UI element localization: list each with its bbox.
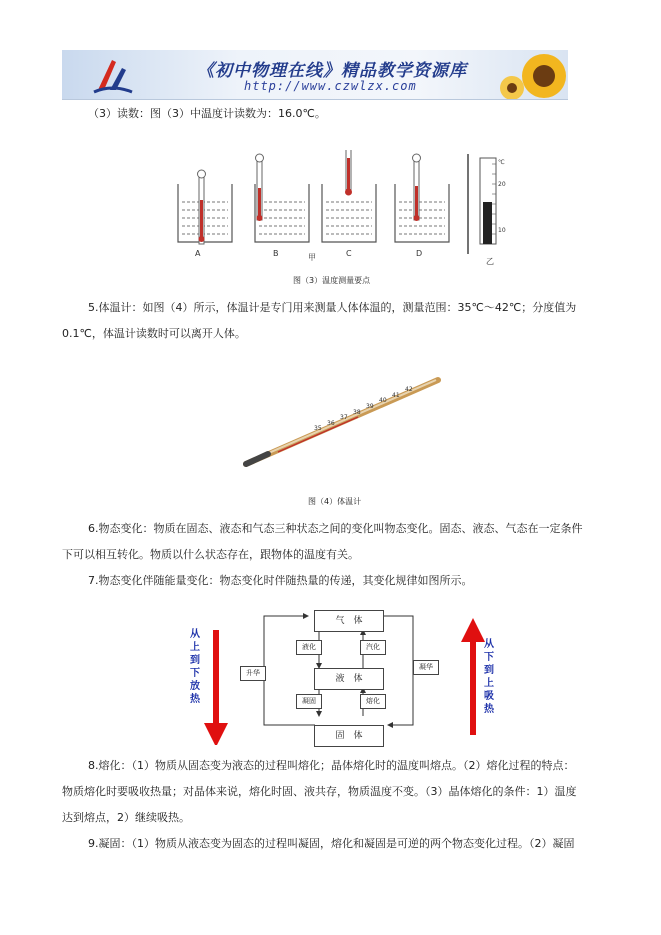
figure-3-caption: 图（3）温度测量要点 [293,276,371,285]
banner-title: 《初中物理在线》精品教学资源库 [197,61,467,81]
release-heat-label: 从 上 到 下 放 热 [190,629,200,705]
paragraph-solidifying-1: 9.凝固：（1）物质从液态变为固态的过程叫凝固，熔化和凝固是可逆的两个物态变化过程。（2）凝固 [88,837,575,850]
absorb-heat-label: 从 下 到 上 吸 热 [484,639,494,715]
paragraph-clinical-thermometer-2: 0.1℃，体温计读数时可以离开人体。 [62,327,246,340]
figure-4-clinical-thermometer [238,372,448,472]
figure-3-beakers [170,150,510,270]
site-logo [90,54,136,96]
solid-box: 固 体 [314,725,384,747]
beaker-label-d: D [416,249,423,258]
deposit-label: 凝华 [413,660,439,675]
solidify-label: 凝固 [296,694,322,709]
paragraph-state-change-1: 6.物态变化：物质在固态、液态和气态三种状态之间的变化叫物态变化。固态、液态、气态在一定条件 [88,522,583,535]
paragraph-melting-2: 物质熔化时要吸收热量；对晶体来说，熔化时固、液共存，物质温度不变。（3）晶体熔化的条件：1）温度 [62,785,577,798]
beaker-label-c: C [346,249,352,258]
group-label-jia: 甲 [308,253,316,262]
paragraph-reading: （3）读数：图（3）中温度计读数为：16.0℃。 [88,107,326,120]
gas-box: 气 体 [314,610,384,632]
paragraph-state-change-2: 下可以相互转化。物质以什么状态存在，跟物体的温度有关。 [62,548,359,561]
scale-39: 39 [366,403,374,410]
scale-40: 40 [379,397,387,404]
thermometer-unit: ℃ [498,159,505,166]
scale-41: 41 [392,392,400,399]
scale-35: 35 [314,425,322,432]
thermometer-tick-10: 10 [498,227,506,234]
liquefy-label: 液化 [296,640,322,655]
scale-37: 37 [340,414,348,421]
state-change-diagram [188,610,508,745]
sunflower-image [492,50,568,99]
scale-36: 36 [327,420,335,427]
scale-42: 42 [405,386,413,393]
beaker-label-b: B [273,249,279,258]
header-banner [62,50,568,100]
beaker-label-a: A [195,249,201,258]
scale-38: 38 [353,409,361,416]
paragraph-energy-change: 7.物态变化伴随能量变化：物态变化时伴随热量的传递，其变化规律如图所示。 [88,574,473,587]
liquid-box: 液 体 [314,668,384,690]
paragraph-melting-1: 8.熔化：（1）物质从固态变为液态的过程叫熔化；晶体熔化时的温度叫熔点。（2）熔化过程的特点： [88,759,575,772]
sublimate-label: 升华 [240,666,266,681]
vaporize-label: 汽化 [360,640,386,655]
paragraph-clinical-thermometer-1: 5.体温计：如图（4）所示，体温计是专门用来测量人体体温的，测量范围：35℃～42℃；分度值为 [88,301,577,314]
figure-4-caption: 图（4）体温计 [308,497,362,506]
melt-label: 熔化 [360,694,386,709]
thermometer-label-yi: 乙 [486,257,494,266]
banner-url: http://www.czwlzx.com [244,79,417,93]
thermometer-tick-20: 20 [498,181,506,188]
paragraph-melting-3: 达到熔点，2）继续吸热。 [62,811,190,824]
